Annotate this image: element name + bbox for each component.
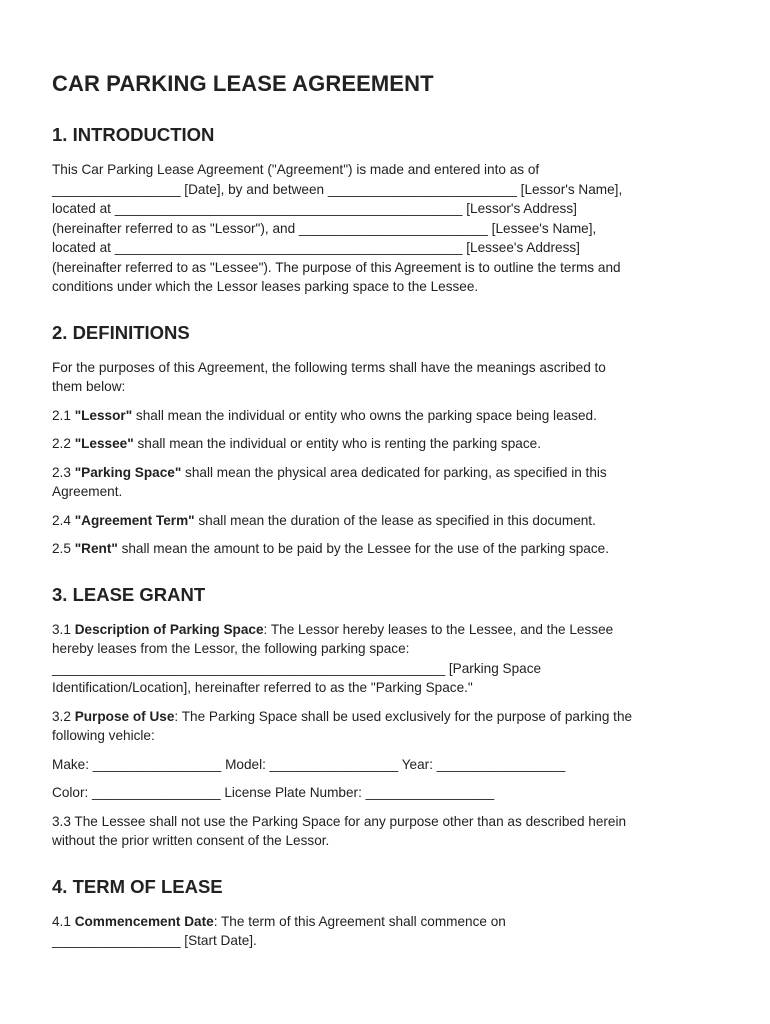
definition-term: "Lessee" [74, 436, 134, 451]
definition-text: shall mean the physical area dedicated for parking, as specified in this [181, 464, 607, 480]
definition-item [52, 406, 718, 426]
clause-term: Purpose of Use [74, 708, 175, 724]
definition-text: shall mean the individual or entity who is renting the parking space. [133, 436, 541, 451]
definition-text: shall mean the individual or entity who owns the parking space being leased. [132, 407, 597, 423]
section-lease-grant [52, 584, 718, 851]
definition-text: shall mean the amount to be paid by the Lessee for the use of the parking space. [117, 541, 609, 556]
intro-line: This Car Parking Lease Agreement ("Agreement") is made and entered into as of [52, 162, 540, 177]
clause-number: 3.2 [52, 708, 75, 724]
clause-3-1 [52, 620, 718, 698]
definition-item [52, 463, 718, 502]
intro-line: located at ______________________________________________ [Lessee's Address] [52, 240, 580, 255]
vehicle-color-plate: Color: _________________ License Plate Number: _________________ [52, 785, 495, 800]
clause-3-3 [52, 812, 718, 851]
definition-number: 2.1 [52, 407, 75, 423]
definition-number: 2.3 [52, 464, 75, 480]
intro-line: conditions under which the Lessor leases parking space to the Lessee. [52, 279, 479, 294]
clause-number: 4.1 [52, 913, 75, 929]
intro-line: (hereinafter referred to as "Lessee"). The purpose of this Agreement is to outline the terms and [52, 259, 621, 275]
definitions-intro-line: For the purposes of this Agreement, the following terms shall have the meanings ascribed to [52, 359, 606, 375]
clause-number: 3.1 [52, 621, 75, 637]
introduction-paragraph [52, 160, 718, 297]
clause-text: : The Parking Space shall be used exclusively for the purpose of parking the [174, 708, 633, 724]
definition-term: "Rent" [74, 541, 118, 556]
definitions-intro [52, 358, 718, 397]
definition-number: 2.4 [52, 512, 75, 528]
vehicle-make-model-year: Make: _________________ Model: _________________ Year: _________________ [52, 756, 566, 772]
definitions-intro-line: them below: [52, 379, 126, 394]
definition-term: "Agreement Term" [74, 512, 195, 528]
definition-item [52, 434, 718, 454]
clause-text: following vehicle: [52, 728, 155, 743]
intro-line: located at ______________________________________________ [Lessor's Address] [52, 201, 577, 216]
definition-text: shall mean the duration of the lease as specified in this document. [194, 512, 596, 528]
definition-text-continued: Agreement. [52, 484, 123, 499]
clause-text: : The term of this Agreement shall commence on [213, 913, 506, 929]
clause-text: 3.3 The Lessee shall not use the Parking Space for any purpose other than as described herein [52, 813, 627, 829]
section-heading-term-of-lease: 4. TERM OF LEASE [52, 875, 223, 897]
document-title: CAR PARKING LEASE AGREEMENT [52, 71, 434, 96]
definition-number: 2.2 [52, 436, 75, 451]
section-introduction [52, 124, 718, 297]
section-heading-introduction: 1. INTRODUCTION [52, 124, 215, 145]
definition-number: 2.5 [52, 541, 75, 556]
clause-term: Description of Parking Space [74, 621, 264, 637]
clause-text: without the prior written consent of the Lessor. [52, 833, 330, 848]
definition-item [52, 511, 718, 531]
section-term-of-lease [52, 876, 718, 951]
definition-item [52, 539, 718, 559]
clause-blank-line: ____________________________________________________ [Parking Space [52, 660, 542, 676]
section-definitions [52, 322, 718, 559]
clause-text: : The Lessor hereby leases to the Lessee, and the Lessee [263, 621, 614, 637]
clause-3-2 [52, 707, 718, 746]
clause-text: Identification/Location], hereinafter referred to as the "Parking Space." [52, 680, 473, 695]
intro-line: (hereinafter referred to as "Lessor"), and _________________________ [Lessee's Name], [52, 220, 597, 236]
clause-4-1 [52, 912, 718, 951]
intro-line: _________________ [Date], by and between _________________________ [Lessor's Name], [52, 181, 623, 197]
clause-term: Commencement Date [74, 913, 214, 929]
definition-term: "Lessor" [74, 407, 133, 423]
section-heading-definitions: 2. DEFINITIONS [52, 321, 190, 343]
clause-text: _________________ [Start Date]. [52, 933, 257, 948]
definition-term: "Parking Space" [74, 464, 182, 480]
section-heading-lease-grant: 3. LEASE GRANT [52, 583, 206, 605]
clause-text: hereby leases from the Lessor, the following parking space: [52, 641, 410, 656]
